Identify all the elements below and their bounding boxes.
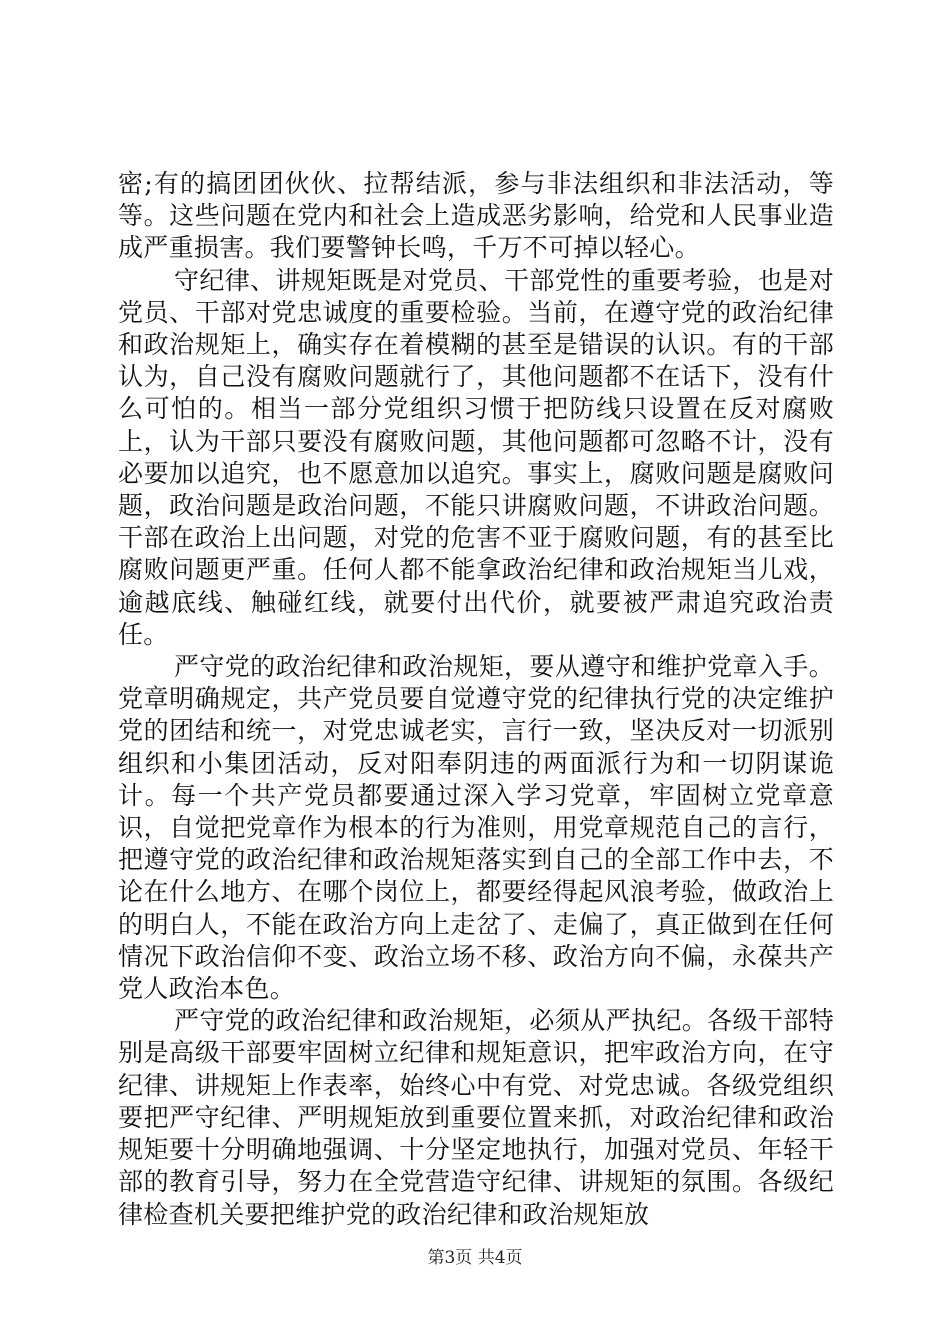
body-text [118,168,834,1231]
paragraph-1: 密;有的搞团团伙伙、拉帮结派，参与非法组织和非法活动，等等。这些问题在党内和社会上造成恶劣影响，给党和人民事业造成严重损害。我们要警钟长鸣，千万不可掉以轻心。 [118,169,834,263]
paragraph-3: 严守党的政治纪律和政治规矩，要从遵守和维护党章入手。党章明确规定，共产党员要自觉遵守党的纪律执行党的决定维护党的团结和统一，对党忠诚老实，言行一致，坚决反对一切派别组织和小集团活动，反对阳奉阴违的两面派行为和一切阴谋诡计。每一个共产党员都要通过深入学习党章，牢固树立党章意识，自觉把党章作为根本的行为准则，用党章规范自己的言行，把遵守党的政治纪律和政治规矩落实到自己的全部工作中去，不论在什么地方、在哪个岗位上，都要经得起风浪考验，做政治上的明白人，不能在政治方向上走岔了、走偏了，真正做到在任何情况下政治信仰不变、政治立场不移、政治方向不偏，永葆共产党人政治本色。 [118,652,834,1004]
paragraph-4: 严守党的政治纪律和政治规矩，必须从严执纪。各级干部特别是高级干部要牢固树立纪律和规矩意识，把牢政治方向，在守纪律、讲规矩上作表率，始终心中有党、对党忠诚。各级党组织要把严守纪律、严明规矩放到重要位置来抓，对政治纪律和政治规矩要十分明确地强调、十分坚定地执行，加强对党员、年轻干部的教育引导，努力在全党营造守纪律、讲规矩的氛围。各级纪律检查机关要把维护党的政治纪律和政治规矩放 [118,1006,834,1229]
paragraph-2: 守纪律、讲规矩既是对党员、干部党性的重要考验，也是对党员、干部对党忠诚度的重要检验。当前，在遵守党的政治纪律和政治规矩上，确实存在着模糊的甚至是错误的认识。有的干部认为，自己没有腐败问题就行了，其他问题都不在话下，没有什么可怕的。相当一部分党组织习惯于把防线只设置在反对腐败上，认为干部只要没有腐败问题，其他问题都可忽略不计，没有必要加以追究，也不愿意加以追究。事实上，腐败问题是腐败问题，政治问题是政治问题，不能只讲腐败问题，不讲政治问题。干部在政治上出问题，对党的危害不亚于腐败问题，有的甚至比腐败问题更严重。任何人都不能拿政治纪律和政治规矩当儿戏，逾越底线、触碰红线，就要付出代价，就要被严肃追究政治责任。 [118,265,834,649]
page-footer [0,1243,950,1268]
page-number-label: 第3页 共4页 [427,1248,523,1268]
